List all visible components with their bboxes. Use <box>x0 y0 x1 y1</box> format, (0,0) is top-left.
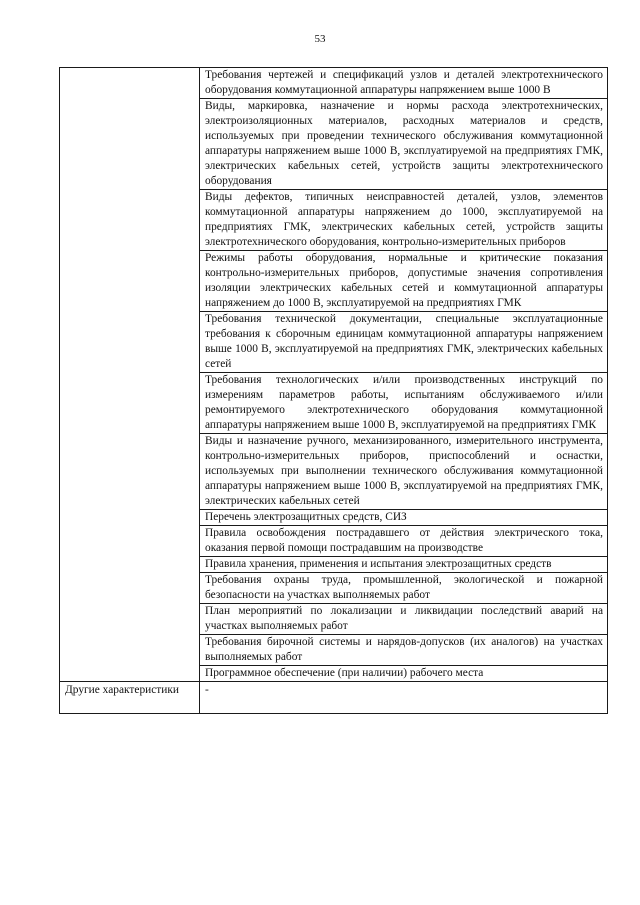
requirement-item: Правила освобождения пострадавшего от действия электрического тока, оказания первой помощи пострадавшим на производстве <box>200 526 608 557</box>
table-row <box>60 68 608 99</box>
other-characteristics-value: - <box>200 682 608 714</box>
requirement-item: Правила хранения, применения и испытания электрозащитных средств <box>200 557 608 573</box>
requirement-item: Требования бирочной системы и нарядов-допусков (их аналогов) на участках выполняемых работ <box>200 635 608 666</box>
table-row <box>60 682 608 714</box>
page-number: 53 <box>314 33 326 45</box>
requirement-item: Требования охраны труда, промышленной, экологической и пожарной безопасности на участках выполняемых работ <box>200 573 608 604</box>
requirement-item: План мероприятий по локализации и ликвидации последствий аварий на участках выполняемых работ <box>200 604 608 635</box>
requirement-item: Режимы работы оборудования, нормальные и критические показания контрольно-измерительных приборов, допустимые значения сопротивления изоляции электрических кабельных сетей и коммутационной аппаратуры напряжением до 1000 В, эксплуатируемой на предприятиях ГМК <box>200 251 608 312</box>
other-characteristics-label: Другие характеристики <box>60 682 200 714</box>
requirement-item: Программное обеспечение (при наличии) рабочего места <box>200 666 608 682</box>
requirement-item: Перечень электрозащитных средств, СИЗ <box>200 510 608 526</box>
requirement-item: Требования чертежей и спецификаций узлов и деталей электротехнического оборудования коммутационной аппаратуры напряжением выше 1000 В <box>200 68 608 99</box>
requirement-item: Виды, маркировка, назначение и нормы расхода электротехнических, электроизоляционных материалов, расходных материалов и средств, используемых при проведении технического обслуживания коммутационной аппаратуры напряжением выше 1000 В, эксплуатируемой на предприятиях ГМК, электрических кабельных сетей, устройств защиты электротехнического оборудования <box>200 99 608 190</box>
requirements-table <box>59 67 608 714</box>
requirement-item: Виды дефектов, типичных неисправностей деталей, узлов, элементов коммутационной аппаратуры напряжением до 1000, эксплуатируемой на предприятиях ГМК, электрических кабельных сетей, устройств защиты электротехнического оборудования, контрольно-измерительных приборов <box>200 190 608 251</box>
requirement-item: Требования технической документации, специальные эксплуатационные требования к сборочным единицам коммутационной аппаратуры напряжением выше 1000 В, эксплуатируемой на предприятиях ГМК, электрических кабельных сетей <box>200 312 608 373</box>
table-label-cell <box>60 68 200 682</box>
requirement-item: Виды и назначение ручного, механизированного, измерительного инструмента, контрольно-измерительных приборов, приспособлений и оснастки, используемых при выполнении технического обслуживания коммутационной аппаратуры напряжением выше 1000 В, эксплуатируемой на предприятиях ГМК, электрических кабельных сетей <box>200 434 608 510</box>
requirement-item: Требования технологических и/или производственных инструкций по измерениям параметров работы, испытаниям обслуживаемого и/или ремонтируемого электротехнического оборудования коммутационной аппаратуры напряжением выше 1000 В, эксплуатируемой на предприятиях ГМК <box>200 373 608 434</box>
